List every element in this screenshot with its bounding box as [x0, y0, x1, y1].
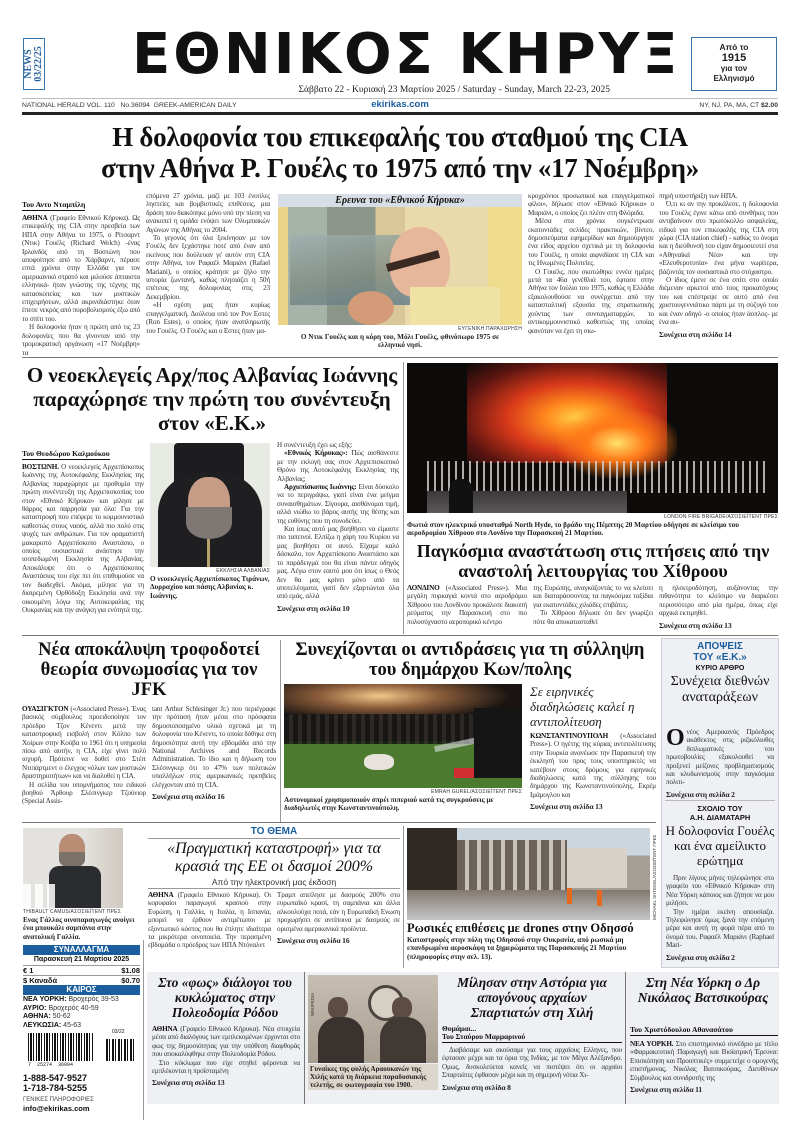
section-divider — [22, 357, 778, 358]
dateline: ΒΟΣΤΩΝΗ. — [22, 463, 59, 471]
continue-link[interactable]: Συνέχεια στη σελίδα 11 — [630, 1085, 703, 1095]
weather-row — [23, 996, 140, 1005]
lead-col-2 — [146, 192, 270, 335]
heathrow-headline: Παγκόσμια αναστάτωση στις πτήσεις από την αναστολή λειτουργίας του Χίθροου — [416, 541, 770, 581]
weather-panel — [23, 985, 140, 1030]
rhodes-headline: Στο «φως» διάλογοι του κυκλώματος στην Πολεοδομία Ρόδου — [158, 975, 292, 1020]
exchange-rate: $0.70 — [121, 976, 140, 985]
jfk-text: tant Arthur Schlesinger Jr.) που περιέγραφε την πρόταση ήταν μέσα στο πρόσφατα δημοσιοποιημένο υλικό σχετικά με τη δολοφονία του Κένεντι, το οποία δόθηκε στη δημοσιότητα αυτή την εβδομάδα από την National Archives and Records Administration. Το ίδιο και η δήλωση του Σλέσινγκερ ότι το 47% των πολιτικών υπαλλήλων στις αμερικανικές πρεσβείες ελέγχονταν από τη CIA. — [152, 705, 276, 789]
jfk-text: («Associated Press»). Ένας βασικός σύμβουλος προειδοποίησε τον πρόεδρο Τζον Κένεντι μετά την καταστροφική εισβολή στον Κόλπο των Χοίρων στην Κούβα το 1961 ότι η υπηρεσία πίσω από αυτήν, η CIA, είχε γίνει πολύ ισχυρή. Πρότεινε να δοθεί στο Στέιτ Ντιπάρτμεντ ο έλεγχος «όλων των μυστικών δραστηριοτήτων» και να διαλυθεί η CIA. — [22, 705, 146, 781]
welch-photo-caption: Ο Ντικ Γουέλς και η κόρη του, Μόλι Γουέλς, φθινόπωρο 1975 σε ελληνικό νησί. — [300, 333, 500, 350]
albania-headline: Ο νεοεκλεγείς Αρχ/πος Αλβανίας Ιωάννης παραχώρησε την πρώτη του συνέντευξη στον «Ε.Κ.» — [26, 363, 398, 435]
jfk-col-1 — [22, 705, 146, 806]
comment-label — [661, 804, 779, 822]
nyc-byline-text: Του Χριστόδουλου Αθανασάτου — [630, 1025, 778, 1036]
dateline: ΑΘΗΝΑ — [148, 891, 174, 899]
wine-col-1 — [148, 891, 271, 950]
lead-text: πηρή υποστήριξη των ΗΠΑ. — [659, 192, 738, 200]
continue-link[interactable]: Συνέχεια στη σελίδα 13 — [530, 802, 603, 812]
opinion-headline: Συνέχεια διεθνών αναταράξεων — [670, 674, 770, 705]
wine-headline: «Πραγματική καταστροφή» για τα κρασιά της ΕΕ οι δασμοί 200% — [167, 840, 381, 875]
heathrow-photo-caption: Φωτιά στον ηλεκτρικό υποσταθμό North Hyde, το βράδυ της Πέμπτης 20 Μαρτίου οδήγησε σε κλείσιμο του αεροδρομίου Χίθροου στο Λονδίνο την Παρασκευή 21 Μαρτίου. — [407, 521, 739, 538]
wine-col-2 — [277, 891, 400, 945]
wine-kicker: Από την ηλεκτρονική μας έκδοση — [148, 877, 400, 889]
lead-headline-line-1: Η δολοφονία του επικεφαλής του σταθμού της CIA — [112, 122, 688, 152]
istanbul-body — [530, 732, 656, 811]
chile-kicker: Θυμάμαι... — [442, 1024, 477, 1033]
odessa-caption: Καταστροφές στην πόλη της Οδησσού στην Ουκρανία, από ρωσικά μη επανδρωμένα αεροσκάφη τα ξημερώματα της Παρασκευής 21 Μαρτίου (πληροφορίες στην σελ. 13). — [407, 936, 627, 961]
mapuche-photo-credit: WIKIPEDIA — [310, 992, 315, 1016]
nyc-headline: Στη Νέα Υόρκη ο Δρ Νικόλαος Βατσικούρας — [637, 975, 769, 1005]
phone-2[interactable]: 1-718-784-5255 — [23, 1083, 88, 1093]
weather-forecast: 45-63 — [63, 1021, 82, 1029]
continue-link[interactable]: Συνέχεια στη σελίδα 16 — [152, 792, 225, 802]
istanbul-text: («Associated Press»). Ο ηγέτης της κύριας αντιπολίτευσης στην Τουρκία ανανέωσε την Παρασκευή την έκκλησή του προς τους υποστηρικτές να κατέβουν στους δρόμους για ειρηνικές διαδηλώσεις κατά της σύλληψης του δημάρχου της Κωνσταντινούπολης, Εκρέμ Ιμάμογλου και — [530, 732, 656, 799]
exchange-row — [23, 975, 140, 985]
opinion-tag-line-2: ΤΟΥ «Ε.Κ.» — [693, 652, 747, 663]
mapuche-women-photo — [308, 975, 438, 1063]
lead-col-3 — [528, 192, 654, 335]
lead-col-4 — [659, 192, 778, 339]
dateline: ΛΟΝΔΙΝΟ — [407, 584, 440, 592]
continue-link[interactable]: Συνέχεια στη σελίδα 13 — [659, 620, 732, 630]
exchange-panel — [23, 945, 140, 985]
exchange-row — [23, 965, 140, 975]
chile-body — [442, 1046, 622, 1092]
phone-1[interactable]: 1-888-547-9527 — [23, 1073, 88, 1083]
rhodes-text: Στο κύκλωμα που είχε στηθεί φέρονται να εμπλέκονται η προϊσταμένη — [152, 1058, 300, 1076]
dateline: ΑΘΗΝΑ — [22, 214, 48, 222]
sidebar-divider — [665, 800, 775, 801]
rhodes-body — [152, 1025, 300, 1087]
jfk-headline: Νέα αποκάλυψη τροφοδοτεί θεωρία συνωμοσίας για τον JFK — [38, 640, 260, 700]
archbishop-photo-credit: ΕΚΚΛΗΣΙΑ ΑΛΒΑΝΙΑΣ — [216, 568, 270, 574]
exchange-currency: $ Καναδά — [23, 976, 58, 985]
opinion-section-label: ΚΥΡΙΟ ΑΡΘΡΟ — [695, 665, 745, 672]
comment-label-line-1: ΣΧΟΛΙΟ ΤΟΥ — [697, 804, 743, 813]
column-divider — [143, 940, 144, 1120]
barcode-digits: 7 25274 36094 — [28, 1062, 94, 1068]
issue-date: Σάββατο 22 - Κυριακή 23 Μαρτίου 2025 / Saturday - Sunday, March 22-23, 2025 — [298, 85, 610, 95]
heathrow-text: της Ευρώπης, αναγκάζοντάς το να κλείσει και διαταράσσοντας τα παγκόσμια ταξίδια για εκατοντάδες χιλιάδες επιβάτες. — [533, 584, 653, 609]
istanbul-headline: Συνεχίζονται οι αντιδράσεις για τη σύλληψη του δημάρχου Κων/πολης — [295, 640, 645, 680]
news-date-stamp — [23, 38, 45, 90]
heathrow-text: η ηλεκτροδότηση, αυξάνοντας την πιθανότητα το κλείσιμο να διαρκέσει περισσότερο από μία ημέρα, όπως είχε αρχικά εκτιμηθεί. — [659, 584, 778, 618]
winemaker-photo — [23, 828, 123, 908]
dateline: ΚΩΝΣΤΑΝΤΙΝΟΥΠΟΛΗ — [530, 732, 609, 740]
since-1915-box — [691, 37, 777, 91]
weather-row — [23, 1013, 140, 1022]
nyc-text: Στο επιστημονικό συνέδριο με τίτλο «Φαρμακευτική Παραγωγή και Βιοϊατρική Έρευνα: Επισκόπηση και Προοπτικές» συμμετείχε ο ομογενής επιστήμονας, Νικόλας Βατσικούρας, Διευθύνων Σύμβουλος και συνιδρυτής της — [630, 1040, 778, 1082]
albania-col-3 — [277, 441, 399, 613]
winemaker-photo-credit: THIBAULT CAMUS/ΑΣΟΣΙΕΪΤΕΝΤ ΠΡΕΣ — [23, 909, 121, 915]
odessa-headline: Ρωσικές επιθέσεις με drones στην Οδησσό — [407, 921, 634, 935]
comment-text: Πριν λίγους μήνες τηλεφώνησε στο γραφείο του «Εθνικού Κήρυκα» στη Νέα Υόρκη κάποιος και ζήτησε να μου μιλήσει. — [666, 874, 774, 908]
lead-byline: Του Αντυ Νταμπίλη — [22, 200, 86, 209]
exchange-rate: $1.08 — [121, 966, 140, 975]
lead-text: Ό,τι κι αν την προκάλεσε, η δολοφονία του Γουέλς έγινε κάτω από συνθήκες που αντιβαίνουν στο πρωτόκολλο ασφαλείας, ειδικά για τον επικεφαλής της CIA στη χώρα (CIA station chief) - καθώς το όνομα και η διεύθυνσή του είχαν δημοσιευτεί στα «Αθηναϊκά Νέα» και την «Ελευθεροτυπία» ένα μήνα νωρίτερα, βάζοντάς τον ουσιαστικά στο στόχαστρο. — [659, 200, 778, 276]
archbishop-photo-caption: Ο νεοεκλεγείς Αρχιεπίσκοπος Τιράνων, Δυρραχίου και πάσης Αλβανίας κ. Ιωάννης. — [150, 575, 270, 600]
section-divider — [22, 635, 778, 636]
research-banner-text: Ερευνα του «Εθνικού Κήρυκα» — [335, 195, 465, 206]
opinion-body — [666, 725, 774, 799]
dateline: ΝΕΑ ΥΟΡΚΗ. — [630, 1040, 674, 1048]
weather-forecast: Βροχερός 40-59 — [48, 1004, 99, 1012]
lead-text: Το γεγονός ότι όλα ξεκίνησαν με τον Γουέλς δεν ξεχάστηκε ποτέ από έναν από εκείνους που δούλευαν γι' αυτόν στη CIA στην Αθήνα, τον Ραφαέλ Μαριάνι (Rafael Mariani), ο οποίος κράτησε με ζήλο την ιστορία ζωντανή, καθώς πλησιάζει η 50ή επέτειος της δολοφονίας στις 23 Δεκεμβρίου. — [146, 234, 270, 301]
lead-text: Ο Γουέλς, που σκοτώθηκε εννέα ημέρες μετά τα 46α γενέθλιά του, έφτασε στην Αθήνα τον Ιούλιο του 1975, καθώς η Ελλάδα εξακολουθούσε να συνέρχεται από την κατασταλτική εξουσία της στρατιωτικής χούντας των συνταγματαρχών, το αντικομμουνιστικό καθεστώς της οποίας φαινόταν να έχει τη σιω- — [528, 267, 654, 335]
dateline: ΑΘΗΝΑ — [152, 1025, 178, 1033]
weather-title: ΚΑΙΡΟΣ — [23, 985, 140, 995]
albania-byline: Του Θεοδώρου Καλμούκου — [22, 449, 110, 458]
weather-city: ΑΘΗΝΑ: — [23, 1013, 51, 1021]
wine-text: Τραμπ απείλησε με δασμούς 200% στο ευρωπαϊκό κρασί, τη σαμπάνια και άλλα αλκοολούχα ποτά, εάν η Ευρωπαϊκή Ενωση προχωρήσει σε αντίποινα με δασμούς σε ορισμένα αμερικανικά προϊόντα. — [277, 891, 400, 933]
wine-text: (Γραφείο Εθνικού Κήρυκα). Οι κορυφαίοι παραγωγοί κρασιού στην Ευρώπη, η Γαλλία, η Ιταλία, η Ισπανία, μπορεί να έρθουν αντιμέτωποι με εξοντωτικό κόστος που θα έπλητε ιδιαίτερα τα μικρότερα οινοποιεία. Την περασμένη εβδομάδα ο πρόεδρος των ΗΠΑ Ντόναλντ — [148, 891, 271, 950]
barcode — [28, 1029, 140, 1069]
column-divider — [280, 640, 281, 822]
chile-text: Διαβάσαμε και ακούσαμε για τους αρχαίους Ελληνες, που έφτασαν μέχρι και τα όρια της Ινδίας, με τον Μέγα Αλέξανδρο. Ομως, δυσκολεύεται κανείς να πιστέψει ότι οι αρχαίοι Σπαρτιάτες έφθασαν μέχρι και τη σημερινή νότια Χι- — [442, 1046, 622, 1080]
lead-col-1 — [22, 192, 140, 357]
section-divider — [22, 822, 656, 823]
since-year: 1915 — [721, 52, 747, 64]
lead-text: επόμενα 27 χρόνια, μαζί με 103 ένοπλες ληστείες και βομβιστικές επιθέσεις, μια δράση που διακόπηκε μόνο υπό την πίεση να ανακοπεί η ομάδα ενόψει των Ολυμπιακών Αγώνων της Αθήνας το 2004. — [146, 192, 270, 234]
comment-text: Την ημέρα εκείνη απουσίαζα. Τηλεφώνησε όμως ξανά την επόμενη μέρα και αυτή τη φορά πέρα από το όνομά του, Ραφαέλ Μαριάνι (Raphael Mari- — [666, 907, 774, 950]
albania-text: Πώς αισθάνεστε με την εκλογή σας στον Αρχιεπισκοπικό Θρόνο της Αυτοκέφαλης Εκκλησίας της Αλβανίας; — [277, 449, 399, 483]
dateline: ΟΥΑΣΙΓΚΤΟΝ — [22, 705, 69, 713]
continue-link[interactable]: Συνέχεια στη σελίδα 13 — [152, 1078, 225, 1088]
column-divider — [625, 972, 626, 1104]
weather-row — [23, 1005, 140, 1014]
jfk-text: Η σελίδα του υπομνήματος του ειδικού βοηθού Άρθουρ Σλέσινγκερ Τζούνιορ (Special Assis- — [22, 780, 146, 806]
nyc-body — [630, 1040, 778, 1094]
welch-photo-credit: ΕΥΓΕΝΙΚΗ ΠΑΡΑΧΩΡΗΣΗ — [458, 326, 522, 332]
continue-link[interactable]: Συνέχεια στη σελίδα 10 — [277, 603, 350, 613]
istanbul-protest-photo — [284, 684, 522, 788]
lead-text: (Γραφείο Εθνικού Κήρυκα). Ως επικεφαλής της CIA στην πρεσβεία των ΗΠΑ στην Αθήνα το 1975, ο Ρίτσαρντ (Ντικ) Γουέλς (Richard Welch) -ένας Ιρλανδός από τη Βοστώνη που αποφοίτησε από το Χάρβαρντ, πέρασε επτά χρόνια στην Ελλάδα για τον αμερικανικό στρατό και μιλούσε άπταιστα ελληνικά- ήταν γνώστης της τέχνης της κατασκοπείας και των μυστικών επιχειρήσεων, αλλά ακρινιδιάστηκε όταν έπεσε νεκρός από πυροβολισμούς έξω από το σπίτι του. — [22, 214, 140, 323]
archbishop-photo — [150, 443, 270, 567]
interview-answer-label: Αρχιεπίσκοπος Ιωάννης: — [284, 483, 357, 492]
welch-photo — [278, 207, 522, 325]
comment-label-line-2: Α.Η. ΔΙΑΜΑΤΑΡΗ — [689, 813, 751, 822]
lead-text: Η δολοφονία ήταν η πρώτη από τις 23 δολοφονίες που θα γίνονταν από την τρομοκρατική οργάνωση «17 Νοέμβρη» τα — [22, 323, 140, 357]
heathrow-text: Το Χίθροου δήλωσε ότι δεν γνωρίζει πότε θα αποκατασταθεί — [533, 609, 653, 626]
drop-cap: Ο — [666, 725, 685, 751]
weather-city: ΑΥΡΙΟ: — [23, 1004, 47, 1012]
stamp-date: 03/22/25 — [33, 46, 44, 82]
heathrow-col-3 — [659, 584, 778, 630]
column-divider — [403, 826, 404, 968]
column-divider — [403, 362, 404, 634]
distribution-states: NY, NJ, PA, MA, CT — [699, 102, 760, 109]
barcode-issue: 03/22 — [112, 1029, 125, 1035]
opinion-text: νέος Αμερικανός Πρόεδρος ακάθεκτος στις ριζικόλιυθες διπλωματικές του πρωτοβουλίες εξακολουθεί να προξενεί μείζονες προβληματισμούς και κλυδωνισμούς στην παγκόσμια πολιτι- — [666, 728, 774, 787]
stamp-label: NEWS — [23, 49, 34, 79]
continue-link[interactable]: Συνέχεια στη σελίδα 8 — [442, 1082, 511, 1092]
istanbul-photo-caption: Αστυνομικοί χρησιμοποιούν σπρέι πιπεριού κατά τις συγκρούσεις με διαδηλωτές στην Κωνσταντινούπολη. — [284, 796, 494, 813]
lead-headline — [22, 122, 778, 184]
contact-info — [23, 1073, 143, 1113]
heathrow-text: («Associated Press»). Μια μεγάλη πυρκαγιά κοντά στο αεροδρόμιο Χίθροου του Λονδίνου προκάλεσε διακοπή ρεύματος την Παρασκευή στο πιο πολυσύχναστο αεροπορικό κέντρο — [407, 584, 527, 626]
chile-byline-block — [442, 1025, 622, 1043]
lead-text: «Η σχέση μας ήταν κυρίως επαγγελματική. Δούλευα υπό τον Ρον Εστες (Ron Estes), ο οποίος ήταν αναπληρωτής του Γουέλς. Ο Γουέλς και ο Εστες ήταν μα- — [146, 301, 270, 335]
comment-headline: Η δολοφονία Γουέλς και ένα αμείλικτο ερώτημα — [665, 823, 775, 868]
weather-city: ΛΕΥΚΩΣΙΑ: — [23, 1021, 62, 1029]
weather-forecast: 50-62 — [52, 1013, 71, 1021]
jfk-col-2 — [152, 705, 276, 801]
interview-question-label: «Εθνικός Κήρυκας»: — [284, 449, 348, 458]
since-line-1: Από το — [719, 42, 749, 52]
cover-price: $2.00 — [760, 102, 778, 109]
heathrow-col-1 — [407, 584, 527, 626]
albania-text: Είναι δύσκολο να το περιγράψω, γιατί είναι ένα μείγμα συναισθημάτων. Σίγουρα, αισθάνομαι τιμή, αλλά νιώθω το βάρος αυτής της θέσης και της ευθύνης που τη συνοδεύει. — [277, 483, 399, 525]
mapuche-photo-caption: Γυναίκες της φυλής Αραουκανών της Χιλής κατά τη διάρκεια παραδοσιακής τελετής, σε φωτογραφία του 1900. — [308, 1064, 438, 1090]
lead-headline-line-2: στην Αθήνα Ρ. Γουέλς το 1975 από την «17 Νοέμβρη» — [101, 153, 699, 183]
since-line-4: Ελληνισμό — [713, 74, 755, 83]
masthead-title: ΕΘΝΙΚΟΣ ΚΗΡΥΞ — [132, 22, 681, 87]
column-divider — [304, 972, 305, 1104]
exchange-currency: € 1 — [23, 966, 34, 975]
continue-link[interactable]: Συνέχεια στη σελίδα 2 — [666, 789, 735, 799]
chile-headline: Μίλησαν στην Αστόρια για απογόνους αρχαίων Σπαρτιατών στη Χιλή — [456, 975, 608, 1020]
istanbul-subhead: Σε ειρηνικές διαδηλώσεις καλεί η αντιπολίτευση — [530, 684, 635, 729]
heathrow-col-2 — [533, 584, 653, 626]
lead-text: Μέσα στα χρόνια συγκέντρωσε εκατοντάδες σελίδες πρακτικών, βίντεο, δημοσιεύματα εφημερίδων και δημιούργησε ένα είδος αρχείου σχετικά με τη δολοφονία του Γουέλς, η οποία αιφνιδίασε τη CIA και τις Ηνωμένες Πολιτείες. — [528, 217, 654, 268]
opinion-tag-line-1: ΑΠΟΨΕΙΣ — [697, 641, 743, 652]
research-banner — [278, 194, 522, 207]
istanbul-photo-credit: EMRAH GUREL/ΑΣΟΣΙΕΪΤΕΝΤ ΠΡΕΣ — [431, 789, 522, 795]
exchange-date: Παρασκευή 21 Μαρτίου 2025 — [33, 956, 130, 963]
lead-text: Ο ίδιος έμενε σε ένα σπίτι στο οποίο διέμεναν αρκετοί από τους προκατόχους του και επέστρεψε σε αυτό από ένα χριστουγεννιάτικο πάρτι με τη σύζυγό του και έναν οδηγό -ο οποίος ήταν άοπλος- με ένα αυ- — [659, 276, 778, 327]
chile-byline: Του Σταύρου Μαρμαρινού — [442, 1032, 526, 1042]
albania-col-1 — [22, 441, 144, 614]
masthead-rule — [22, 112, 778, 115]
lead-text: κροχρόνιοι προσωπικοί και επαγγελματικοί φίλοι», δήλωσε στον «Εθνικό Κήρυκα» ο Μαριάνι, ο οποίος ζει πλέον στη Φλόριδα. — [528, 192, 654, 217]
winemaker-photo-caption: Ενας Γάλλος οινοπαραγωγός ανοίγει ένα μπουκάλι σαμπάνια στην ανατολική Γαλλία. — [23, 916, 135, 941]
albania-text: Και ίσως αυτό μας βοηθήσει να είμαστε πιο ταπεινοί. Ελπίζω η χάρη του Κυρίου να μας βοηθήσει σε αυτό. Είχαμε καλό δάσκαλο, τον Αρχιεπίσκοπο Αναστάσιο και το παράδειγμά του θα είναι πάντα οδηγός μας. Λέγω στον εαυτό μου ότι ίσως ο Θεός δεν θα μας κρίνει μόνο από τα αποτελέσματα, γιατί δεν εξαρτώνται όλα από εμάς, αλλά — [277, 525, 399, 601]
contact-email[interactable]: info@ekirikas.com — [23, 1104, 90, 1113]
exchange-title: ΣΥΝΑΛΛΑΓΜΑ — [23, 945, 140, 955]
website-link[interactable]: ekirikas.com — [371, 99, 429, 110]
heathrow-fire-photo — [407, 363, 778, 513]
heathrow-photo-credit: LONDON FIRE BRIGADE/ΑΣΟΣΙΕΪΤΕΝΤ ΠΡΕΣ — [664, 514, 778, 520]
comment-body — [666, 874, 774, 962]
nyc-byline — [630, 1025, 778, 1039]
rhodes-text: (Γραφείο Εθνικού Κήρυκα). Νέα στοιχεία μέσα από διαλόγους των εμπλεκομένων έρχονται στο φως της δημοσιότητας για την υπόθεση διαφθοράς που αποκαλύφθηκε στην Πολεοδομία Ρόδου. — [152, 1025, 300, 1059]
albania-text: Ο νεοεκλεγείς Αρχιεπίσκοπος Ιωάννης της Αυτοκέφαλης Εκκλησίας της Αλβανίας παραχώρησε με προθυμία την πρώτη συνέντευξη της Αρχιεπισκοπίας του στον «Εθνικό Κήρυκα» και μίλησε με θάρρος και παρρησία για όλα: Για την καταστροφή που επέφερε το κομμουνιστικό καθεστώς στους ναούς, αλλά πιο πολύ στις ψυχές των ανθρώπων. Για τον οραματιστή μακαριστό Αρχιεπίσκοπο Αναστάσιο, ο οποίος ουσιαστικά ανάστησε την ισοπεδωμένη Εκκλησία της Αλβανίας. Αποκάλυψε ότι ο Αρχιεπίσκοπος Αναστάσιος του είχε πει ότι επιθυμούσε να τον διαδεχθεί. Ακόμα, μίλησε για τη διαιρεμένη Ορθόδοξη Εκκλησία ανά την οικουμένη λόγω της Αυτοκεφαλίας της Ουκρανίας και την ανάγκη για ενότητά της. — [22, 463, 144, 614]
since-line-3: για τον — [720, 64, 748, 73]
wine-section-label: ΤΟ ΘΕΜΑ — [148, 826, 400, 839]
odessa-photo-credit: MICHAEL SHTEKEL/ΑΣΟΣΙΕΪΤΕΝΤ ΠΡΕΣ — [652, 834, 657, 920]
albania-text: Η συνέντευξη έχει ως εξής: — [277, 441, 353, 449]
continue-link[interactable]: Συνέχεια στη σελίδα 16 — [277, 936, 350, 946]
general-info-label: ΓΕΝΙΚΕΣ ΠΛΗΡΟΦΟΡΙΕΣ — [23, 1097, 94, 1103]
paper-info: NATIONAL HERALD VOL. 110 No.36094 GREEK-AMERICAN DAILY — [22, 102, 237, 109]
price-info — [699, 101, 778, 110]
continue-link[interactable]: Συνέχεια στη σελίδα 2 — [666, 952, 735, 962]
odessa-photo — [407, 828, 650, 920]
weather-forecast: Βροχερός 39-53 — [68, 996, 119, 1003]
continue-link[interactable]: Συνέχεια στη σελίδα 14 — [659, 329, 732, 339]
weather-city: ΝΕΑ ΥΟΡΚΗ: — [23, 996, 67, 1003]
opinion-tag — [661, 641, 779, 663]
